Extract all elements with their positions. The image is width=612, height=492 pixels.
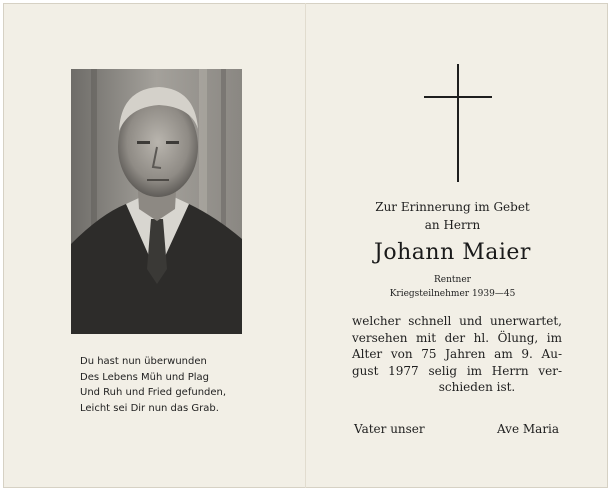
card-fold-line (305, 3, 306, 488)
text-line: versehen mit der hl. Ölung, im (352, 330, 562, 345)
poem-line: Du hast nun überwunden (80, 356, 207, 367)
memorial-poem (80, 354, 300, 416)
intro-line-1: Zur Erinnerung im Gebet (375, 200, 530, 214)
portrait-image (71, 69, 242, 334)
poem-line: Und Ruh und Fried gefunden, (80, 387, 227, 398)
text-line: Alter von 75 Jahren am 9. Au- (352, 347, 562, 361)
intro-line-2: an Herrn (424, 218, 481, 232)
veteran-status: Kriegsteilnehmer 1939—45 (389, 289, 516, 299)
poem-line: Leicht sei Dir nun das Grab. (80, 402, 219, 414)
cross-icon (424, 64, 494, 182)
portrait-photo (71, 69, 242, 334)
occupation: Rentner (434, 275, 471, 285)
memorial-text (352, 313, 562, 396)
text-line: gust 1977 selig im Herrn ver- (352, 363, 562, 378)
poem-line: Des Lebens Müh und Plag (80, 371, 209, 383)
prayer-vater-unser: Vater unser (354, 422, 425, 436)
text-line: schieden ist. (438, 380, 516, 394)
prayer-ave-maria: Ave Maria (497, 422, 560, 436)
text-line: welcher schnell und unerwartet, (352, 314, 562, 328)
deceased-name: Johann Maier (374, 240, 531, 265)
